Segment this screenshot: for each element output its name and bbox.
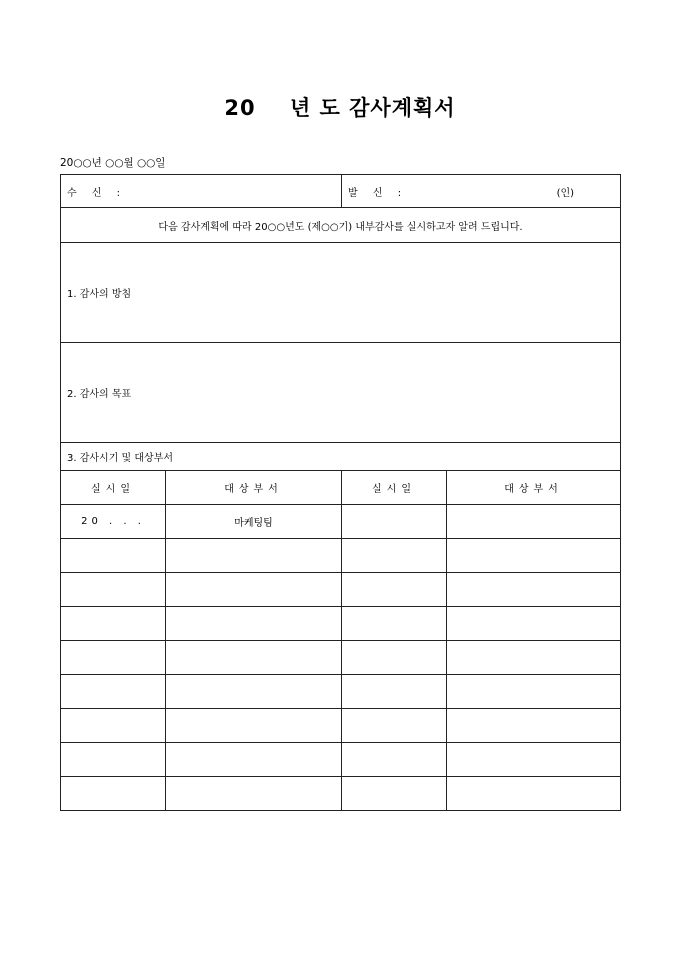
table-cell[interactable] (166, 539, 342, 573)
table-cell[interactable] (342, 743, 447, 777)
seal-label: (인) (556, 187, 575, 199)
table-cell[interactable] (166, 607, 342, 641)
table-cell[interactable] (166, 743, 342, 777)
table-cell[interactable] (342, 641, 447, 675)
audit-plan-form (60, 174, 621, 811)
table-cell[interactable] (61, 573, 166, 607)
schedule-heading: 3. 감사시기 및 대상부서 (61, 443, 621, 471)
table-cell[interactable] (61, 709, 166, 743)
column-header-dept-1: 대상부서 (166, 471, 342, 505)
sender-label: 발 신 : (348, 187, 408, 199)
goal-field[interactable] (61, 343, 621, 443)
column-header-date-2: 실시일 (342, 471, 447, 505)
policy-heading: 1. 감사의 방침 (67, 289, 132, 300)
table-row (61, 641, 621, 675)
goal-section (61, 343, 621, 443)
table-cell[interactable] (342, 675, 447, 709)
table-cell[interactable] (166, 641, 342, 675)
table-cell[interactable] (342, 539, 447, 573)
sender-field[interactable] (342, 175, 621, 208)
table-row (61, 743, 621, 777)
recipient-field[interactable] (61, 175, 342, 208)
table-cell[interactable] (447, 539, 621, 573)
title-text: 년 도 감사계획서 (289, 96, 456, 120)
schedule-section (61, 443, 621, 471)
table-row (61, 607, 621, 641)
column-header-date-1: 실시일 (61, 471, 166, 505)
table-row (61, 777, 621, 811)
document-date: 20○○년 ○○월 ○○일 (60, 157, 166, 169)
table-cell[interactable] (447, 607, 621, 641)
column-header-dept-2: 대상부서 (447, 471, 621, 505)
table-cell[interactable]: 20 . . . (61, 505, 166, 539)
table-row (61, 709, 621, 743)
recipient-label: 수 신 : (67, 187, 127, 199)
table-cell[interactable] (166, 777, 342, 811)
policy-field[interactable] (61, 243, 621, 343)
table-cell[interactable] (342, 709, 447, 743)
table-cell[interactable] (447, 641, 621, 675)
notice-row (61, 208, 621, 243)
table-cell[interactable] (166, 573, 342, 607)
table-cell[interactable] (61, 539, 166, 573)
table-cell[interactable] (61, 607, 166, 641)
table-row (61, 573, 621, 607)
schedule-header-row (61, 471, 621, 505)
table-row (61, 505, 621, 539)
table-row (61, 539, 621, 573)
table-cell[interactable] (166, 675, 342, 709)
table-cell[interactable] (61, 777, 166, 811)
table-cell[interactable] (447, 573, 621, 607)
table-cell[interactable] (447, 505, 621, 539)
table-cell[interactable] (61, 675, 166, 709)
table-cell[interactable] (342, 777, 447, 811)
table-cell[interactable] (342, 505, 447, 539)
goal-heading: 2. 감사의 목표 (67, 389, 132, 400)
table-cell[interactable] (61, 641, 166, 675)
policy-section (61, 243, 621, 343)
table-cell[interactable] (447, 675, 621, 709)
table-cell[interactable] (342, 573, 447, 607)
page-title (0, 92, 680, 122)
table-cell[interactable] (447, 777, 621, 811)
title-year: 20 (224, 96, 256, 120)
table-row (61, 675, 621, 709)
table-cell[interactable] (166, 709, 342, 743)
table-cell[interactable] (61, 743, 166, 777)
header-row (61, 175, 621, 208)
table-cell[interactable] (447, 709, 621, 743)
table-cell[interactable]: 마케팅팀 (166, 505, 342, 539)
table-cell[interactable] (342, 607, 447, 641)
table-cell[interactable] (447, 743, 621, 777)
notice-text: 다음 감사계획에 따라 20○○년도 (제○○기) 내부감사를 실시하고자 알려 드립니다. (61, 208, 621, 243)
